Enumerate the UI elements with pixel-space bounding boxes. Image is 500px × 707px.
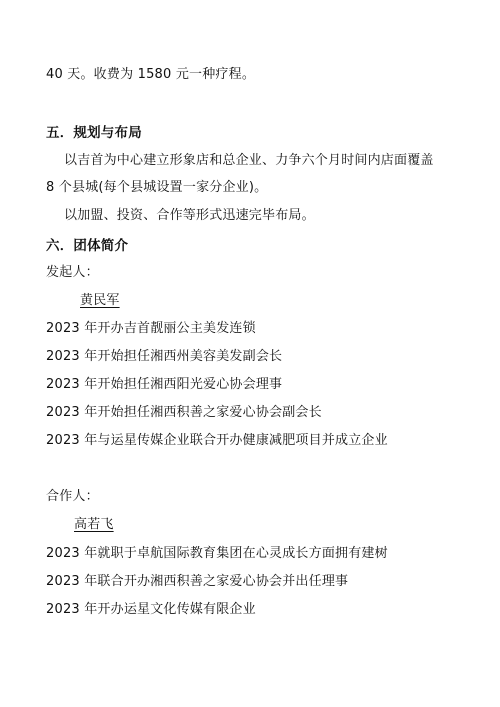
sponsor-label: 发起人： [46, 265, 99, 280]
sponsor-item: 2023 年开始担任湘西阳光爱心协会理事 [46, 377, 283, 392]
partner-name: 高若飞 [74, 517, 114, 532]
sponsor-item: 2023 年开办吉首靓丽公主美发连锁 [46, 321, 256, 336]
partner-item: 2023 年就职于卓航国际教育集团在心灵成长方面拥有建树 [46, 546, 388, 561]
section-5-paragraph-1-line-2: 8 个县城(每个县城设置一家分企业)。 [46, 180, 268, 195]
sponsor-item: 2023 年开始担任湘西积善之家爱心协会副会长 [46, 405, 322, 420]
section-5-paragraph-1-line-1: 以吉首为中心建立形象店和总企业、力争六个月时间内店面覆盖 [64, 153, 434, 168]
partner-item: 2023 年联合开办湘西积善之家爱心协会并出任理事 [46, 574, 349, 589]
sponsor-name: 黄民军 [80, 293, 120, 308]
partner-label: 合作人： [46, 489, 99, 504]
sponsor-item: 2023 年与运星传媒企业联合开办健康减肥项目并成立企业 [46, 433, 388, 448]
section-6-heading: 六．团体简介 [46, 238, 129, 254]
section-5-heading: 五．规划与布局 [46, 125, 142, 141]
intro-text: 40 天。收费为 1580 元一种疗程。 [46, 67, 256, 82]
partner-item: 2023 年开办运星文化传媒有限企业 [46, 602, 256, 617]
sponsor-item: 2023 年开始担任湘西州美容美发副会长 [46, 349, 283, 364]
section-5-paragraph-2: 以加盟、投资、合作等形式迅速完毕布局。 [64, 208, 315, 223]
